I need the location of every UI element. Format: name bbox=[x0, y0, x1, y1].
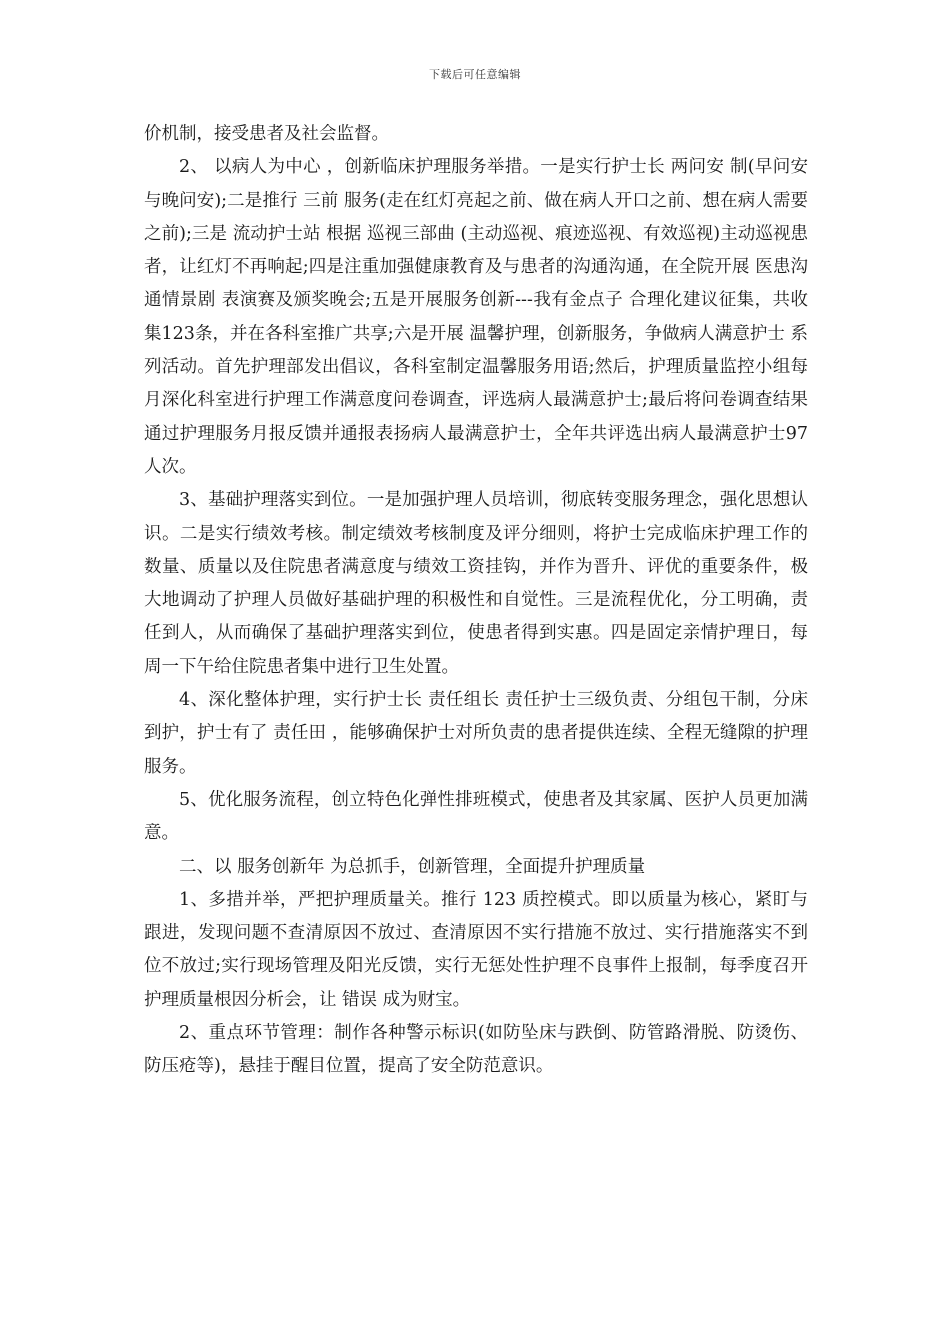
paragraph: 2、重点环节管理：制作各种警示标识(如防坠床与跌倒、防管路滑脱、防烫伤、防压疮等)，悬挂于醒目位置，提高了安全防范意识。 bbox=[144, 1023, 808, 1077]
paragraph: 5、优化服务流程，创立特色化弹性排班模式，使患者及其家属、医护人员更加满意。 bbox=[144, 789, 808, 844]
paragraph: 3、基础护理落实到位。一是加强护理人员培训，彻底转变服务理念，强化思想认识。二是实行绩效考核。制定绩效考核制度及评分细则，将护士完成临床护理工作的数量、质量以及住院患者满意度与绩效工资挂钩，并作为晋升、评优的重要条件，极大地调动了护理人员做好基础护理的积极性和自觉性。三是流程优化，分工明确，责任到人，从而确保了基础护理落实到位，使患者得到实惠。四是固定亲情护理日，每周一下午给住院患者集中进行卫生处置。 bbox=[144, 490, 808, 677]
paragraph: 价机制，接受患者及社会监督。 bbox=[144, 124, 389, 144]
paragraph: 2、 以病人为中心 ，创新临床护理服务举措。一是实行护士长 两问安 制(早问安与晚问安);二是推行 三前 服务(走在红灯亮起之前、做在病人开口之前、想在病人需要之前);三是 流动护士站 根据 巡视三部曲 (主动巡视、痕迹巡视、有效巡视)主动巡视患者，让红灯不再响起;四是注重加强健康教育及与患者的沟通沟通，在全院开展 医患沟通情景剧 表演赛及颁奖晚会;五是开展服务创新---我有金点子 合理化建议征集，共收集123条，并在各科室推广共享;六是开展 温馨护理，创新服务，争做病人满意护士 系列活动。首先护理部发出倡议，各科室制定温馨服务用语;然后，护理质量监控小组每月深化科室进行护理工作满意度问卷调查，评选病人最满意护士;最后将问卷调查结果通过护理服务月报反馈并通报表扬病人最满意护士，全年共评选出病人最满意护士97人次。 bbox=[144, 157, 808, 477]
paragraph: 1、多措并举，严把护理质量关。推行 123 质控模式。即以质量为核心，紧盯与跟进，发现问题不查清原因不放过、查清原因不实行措施不放过、实行措施落实不到位不放过;实行现场管理及阳光反馈，实行无惩处性护理不良事件上报制，每季度召开护理质量根因分析会，让 错误 成为财宝。 bbox=[144, 889, 808, 1010]
section-heading: 二、以 服务创新年 为总抓手，创新管理，全面提升护理质量 bbox=[179, 856, 646, 877]
paragraph: 4、深化整体护理，实行护士长 责任组长 责任护士三级负责、分组包干制，分床到护，护士有了 责任田 ，能够确保护士对所负责的患者提供连续、全程无缝隙的护理服务。 bbox=[144, 690, 808, 777]
document-body bbox=[144, 118, 808, 1084]
page-header: 下载后可任意编辑 bbox=[429, 68, 521, 81]
